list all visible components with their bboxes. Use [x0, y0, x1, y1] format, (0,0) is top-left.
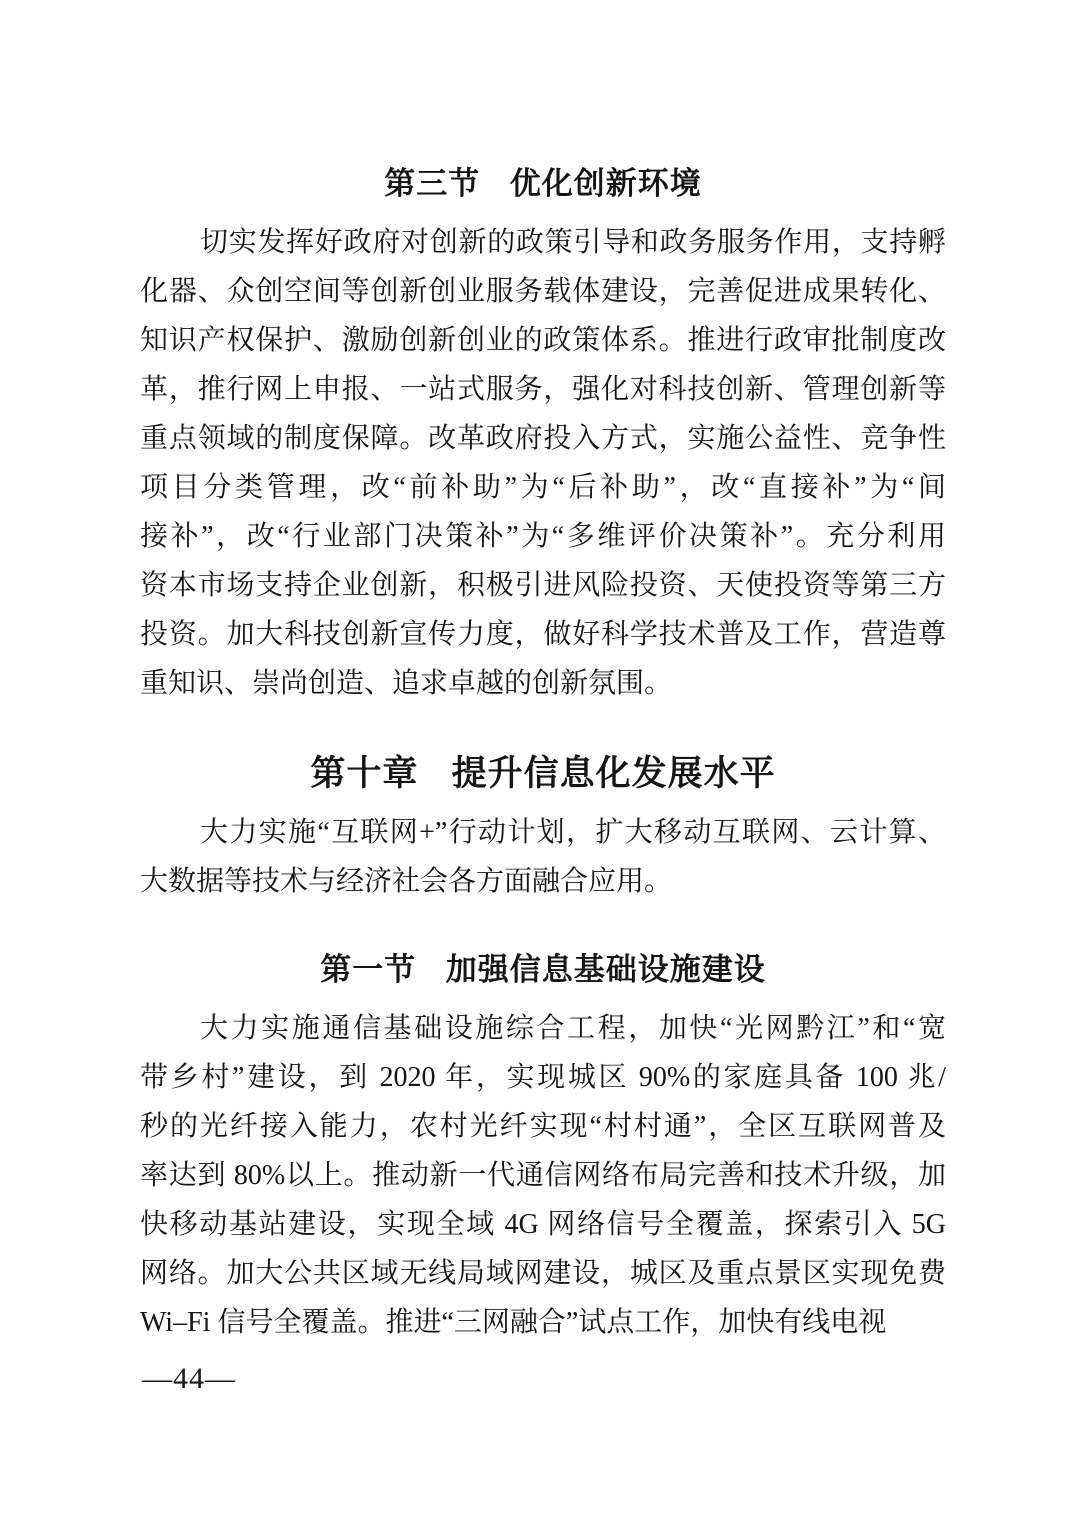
- text-line: 资本市场支持企业创新，积极引进风险投资、天使投资等第三方: [140, 570, 946, 601]
- text-line: 重点领域的制度保障。改革政府投入方式，实施公益性、竞争性: [140, 423, 946, 454]
- heading-title: 提升信息化发展水平: [451, 754, 776, 793]
- text-line: 快移动基站建设，实现全域 4G 网络信号全覆盖，探索引入 5G: [140, 1209, 946, 1240]
- text-line: 重知识、崇尚创造、追求卓越的创新氛围。: [140, 668, 673, 699]
- heading-label: 第十章: [310, 754, 419, 793]
- text-line: 项目分类管理，改“前补助”为“后补助”，改“直接补”为“间: [140, 472, 946, 503]
- paragraph: [140, 1004, 946, 1347]
- section-heading: [140, 948, 946, 992]
- heading-title: 加强信息基础设施建设: [445, 952, 766, 987]
- text-line: 投资。加大科技创新宣传力度，做好科学技术普及工作，营造尊: [140, 619, 946, 650]
- paragraph: [140, 808, 946, 906]
- section-heading: [140, 162, 946, 206]
- heading-label: 第一节: [320, 952, 417, 987]
- text-line: Wi–Fi 信号全覆盖。推进“三网融合”试点工作，加快有线电视: [140, 1307, 887, 1338]
- text-line: 率达到 80%以上。推动新一代通信网络布局完善和技术升级，加: [140, 1160, 946, 1191]
- page-number: —44—: [142, 1362, 236, 1395]
- text-line: 革，推行网上申报、一站式服务，强化对科技创新、管理创新等: [140, 374, 946, 405]
- text-line: 带乡村”建设，到 2020 年，实现城区 90%的家庭具备 100 兆/: [140, 1062, 946, 1093]
- text-line: 接补”，改“行业部门决策补”为“多维评价决策补”。充分利用: [140, 521, 946, 552]
- text-line: 秒的光纤接入能力，农村光纤实现“村村通”，全区互联网普及: [140, 1111, 946, 1142]
- text-line: 知识产权保护、激励创新创业的政策体系。推进行政审批制度改: [140, 325, 946, 356]
- text-line: 大力实施通信基础设施综合工程，加快“光网黔江”和“宽: [200, 1013, 946, 1044]
- paragraph: [140, 218, 946, 708]
- text-line: 大数据等技术与经济社会各方面融合应用。: [140, 866, 673, 897]
- chapter-heading: [140, 750, 946, 798]
- heading-title: 优化创新环境: [509, 166, 702, 201]
- text-line: 大力实施“互联网+”行动计划，扩大移动互联网、云计算、: [200, 817, 946, 848]
- text-line: 化器、众创空间等创新创业服务载体建设，完善促进成果转化、: [140, 276, 946, 307]
- text-line: 切实发挥好政府对创新的政策引导和政务服务作用，支持孵: [200, 227, 946, 258]
- text-line: 网络。加大公共区域无线局域网建设，城区及重点景区实现免费: [140, 1258, 946, 1289]
- heading-label: 第三节: [384, 166, 481, 201]
- content: [140, 162, 946, 1347]
